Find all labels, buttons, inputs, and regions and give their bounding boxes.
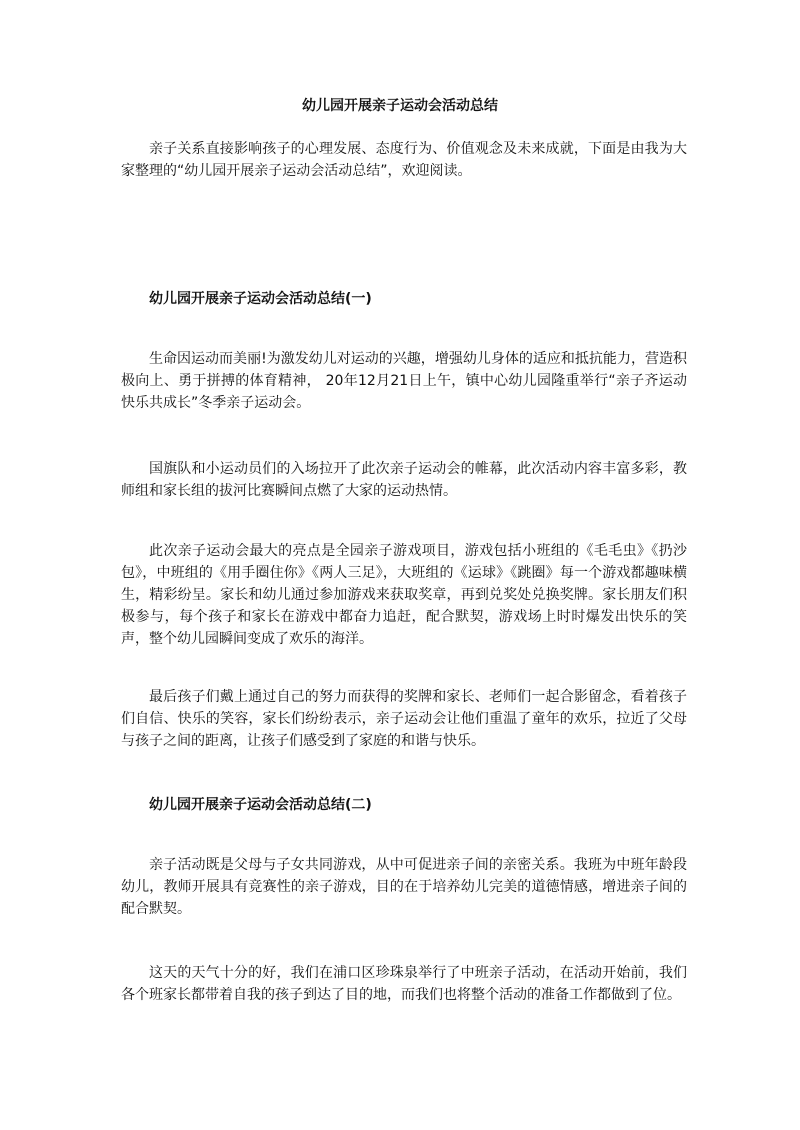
section-2-paragraph-2: 这天的天气十分的好，我们在浦口区珍珠泉举行了中班亲子活动，在活动开始前，我们各个班家长都带着自我的孩子到达了目的地，而我们也将整个活动的准备工作都做到了位。 (121, 965, 687, 1003)
section-1-heading: 幼儿园开展亲子运动会活动总结(一) (149, 291, 372, 307)
section-2-paragraph-1: 亲子活动既是父母与子女共同游戏，从中可促进亲子间的亲密关系。我班为中班年龄段幼儿，教师开展具有竞赛性的亲子游戏，目的在于培养幼儿完美的道德情感，增进亲子间的配合默契。 (121, 857, 687, 917)
document-title: 幼儿园开展亲子运动会活动总结 (302, 98, 498, 114)
intro-paragraph: 亲子关系直接影响孩子的心理发展、态度行为、价值观念及未来成就，下面是由我为大家整理的“幼儿园开展亲子运动会活动总结”，欢迎阅读。 (121, 141, 687, 179)
section-1-paragraph-2: 国旗队和小运动员们的入场拉开了此次亲子运动会的帷幕，此次活动内容丰富多彩，教师组和家长组的拔河比赛瞬间点燃了大家的运动热情。 (121, 461, 687, 499)
section-1-paragraph-4: 最后孩子们戴上通过自己的努力而获得的奖牌和家长、老师们一起合影留念，看着孩子们自信、快乐的笑容，家长们纷纷表示，亲子运动会让他们重温了童年的欢乐，拉近了父母与孩子之间的距离，让孩子们感受到了家庭的和谐与快乐。 (121, 689, 687, 749)
section-2-heading: 幼儿园开展亲子运动会活动总结(二) (149, 797, 372, 813)
section-1-paragraph-1: 生命因运动而美丽!为激发幼儿对运动的兴趣，增强幼儿身体的适应和抵抗能力，营造积极向上、勇于拼搏的体育精神， 20年12月21日上午，镇中心幼儿园隆重举行“亲子齐运动快乐共成长”冬季亲子运动会。 (121, 351, 687, 411)
section-1-paragraph-3: 此次亲子运动会最大的亮点是全园亲子游戏项目，游戏包括小班组的《毛毛虫》《扔沙包》，中班组的《用手圈住你》《两人三足》，大班组的《运球》《跳圈》每一个游戏都趣味横生，精彩纷呈。家长和幼儿通过参加游戏来获取奖章，再到兑奖处兑换奖牌。家长朋友们积极参与，每个孩子和家长在游戏中都奋力追赶，配合默契，游戏场上时时爆发出快乐的笑声，整个幼儿园瞬间变成了欢乐的海洋。 (121, 543, 687, 647)
